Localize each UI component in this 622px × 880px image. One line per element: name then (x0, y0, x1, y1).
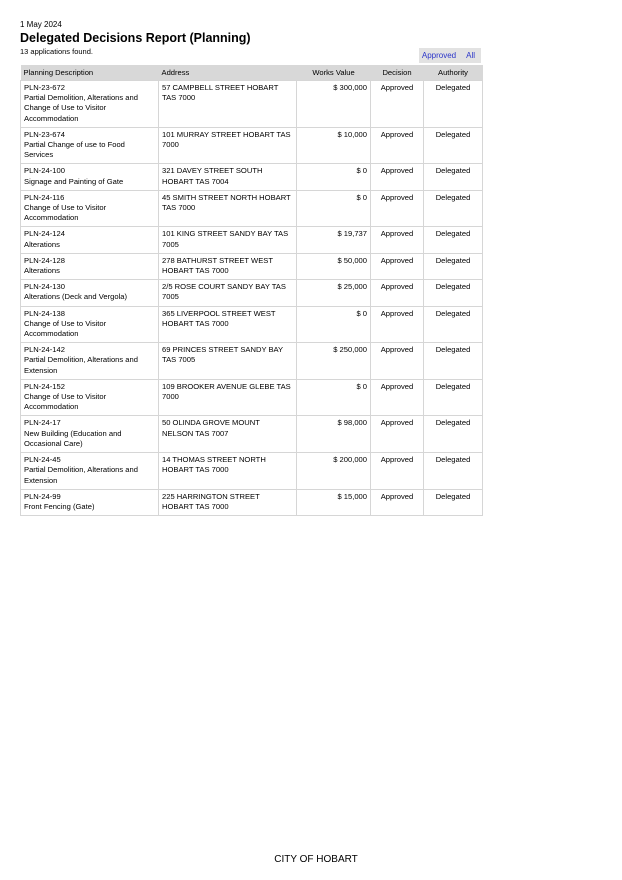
application-number: PLN-24-124 (24, 229, 65, 239)
decision-cell: Approved (371, 127, 424, 164)
application-description: Alterations (24, 266, 60, 276)
description-cell (21, 343, 159, 380)
works-value-cell: $ 0 (297, 306, 371, 343)
footer-council-name: CITY OF HOBART (274, 854, 358, 865)
decision-cell: Approved (371, 81, 424, 128)
table-row (21, 253, 483, 279)
table-row (21, 280, 483, 306)
application-description: Alterations (Deck and Vergola) (24, 292, 127, 302)
address-cell: 365 LIVERPOOL STREET WEST HOBART TAS 7000 (159, 306, 297, 343)
authority-cell: Delegated (424, 190, 483, 227)
report-date: 1 May 2024 (20, 20, 62, 29)
table-row (21, 343, 483, 380)
authority-cell: Delegated (424, 453, 483, 490)
table-header-row (21, 65, 483, 81)
description-cell (21, 280, 159, 306)
decision-cell: Approved (371, 280, 424, 306)
application-description: Partial Demolition, Alterations and Extension (24, 465, 138, 485)
description-cell (21, 416, 159, 453)
application-number: PLN-24-45 (24, 455, 61, 465)
works-value-cell: $ 300,000 (297, 81, 371, 128)
address-cell: 57 CAMPBELL STREET HOBART TAS 7000 (159, 81, 297, 128)
application-number: PLN-24-138 (24, 308, 65, 318)
table-row (21, 453, 483, 490)
application-description: Partial Demolition, Alterations and Extension (24, 355, 138, 375)
application-description: Partial Change of use to Food Services (24, 140, 125, 160)
application-description: Alterations (24, 239, 60, 249)
authority-cell: Delegated (424, 416, 483, 453)
description-cell (21, 164, 159, 190)
works-value-cell: $ 10,000 (297, 127, 371, 164)
application-number: PLN-23-672 (24, 83, 65, 92)
address-cell: 278 BATHURST STREET WEST HOBART TAS 7000 (159, 253, 297, 279)
results-count: 13 applications found. (20, 47, 93, 56)
works-value-cell: $ 25,000 (297, 280, 371, 306)
works-value-cell: $ 250,000 (297, 343, 371, 380)
authority-cell: Delegated (424, 280, 483, 306)
address-cell: 69 PRINCES STREET SANDY BAY TAS 7005 (159, 343, 297, 380)
decision-cell: Approved (371, 164, 424, 190)
application-number: PLN-24-128 (24, 255, 65, 265)
application-number: PLN-24-130 (24, 282, 65, 292)
address-cell: 225 HARRINGTON STREET HOBART TAS 7000 (159, 489, 297, 515)
description-cell (21, 81, 159, 128)
authority-cell: Delegated (424, 306, 483, 343)
address-cell: 2/5 ROSE COURT SANDY BAY TAS 7005 (159, 280, 297, 306)
decision-cell: Approved (371, 253, 424, 279)
application-number: PLN-24-17 (24, 418, 61, 428)
address-cell: 109 BROOKER AVENUE GLEBE TAS 7000 (159, 379, 297, 416)
table-row (21, 489, 483, 515)
filter-all-link[interactable]: All (466, 51, 475, 60)
works-value-cell: $ 15,000 (297, 489, 371, 515)
decision-cell: Approved (371, 416, 424, 453)
authority-cell: Delegated (424, 127, 483, 164)
description-cell (21, 489, 159, 515)
works-value-cell: $ 0 (297, 190, 371, 227)
address-cell: 14 THOMAS STREET NORTH HOBART TAS 7000 (159, 453, 297, 490)
column-header-decision: Decision (371, 65, 424, 81)
table-row (21, 190, 483, 227)
decision-cell: Approved (371, 190, 424, 227)
decision-cell: Approved (371, 227, 424, 253)
authority-cell: Delegated (424, 81, 483, 128)
filter-bar (419, 48, 481, 63)
column-header-description: Planning Description (21, 65, 159, 81)
application-description: Change of Use to Visitor Accommodation (24, 318, 107, 339)
description-cell (21, 253, 159, 279)
decision-cell: Approved (371, 489, 424, 515)
application-description: Signage and Painting of Gate (24, 176, 124, 186)
filter-approved-link[interactable]: Approved (421, 51, 457, 60)
description-cell (21, 379, 159, 416)
table-row (21, 306, 483, 343)
address-cell: 45 SMITH STREET NORTH HOBART TAS 7000 (159, 190, 297, 227)
authority-cell: Delegated (424, 227, 483, 253)
table-row (21, 416, 483, 453)
application-number: PLN-23-674 (24, 129, 65, 139)
table-row (21, 227, 483, 253)
description-cell (21, 306, 159, 343)
table-row (21, 164, 483, 190)
page-title: Delegated Decisions Report (Planning) (20, 31, 251, 45)
address-cell: 321 DAVEY STREET SOUTH HOBART TAS 7004 (159, 164, 297, 190)
address-cell: 50 OLINDA GROVE MOUNT NELSON TAS 7007 (159, 416, 297, 453)
table-row (21, 379, 483, 416)
address-cell: 101 KING STREET SANDY BAY TAS 7005 (159, 227, 297, 253)
application-number: PLN-24-116 (24, 192, 65, 202)
application-number: PLN-24-152 (24, 381, 65, 391)
decision-cell: Approved (371, 343, 424, 380)
authority-cell: Delegated (424, 379, 483, 416)
application-number: PLN-24-142 (24, 345, 65, 355)
works-value-cell: $ 50,000 (297, 253, 371, 279)
works-value-cell: $ 98,000 (297, 416, 371, 453)
description-cell (21, 227, 159, 253)
works-value-cell: $ 0 (297, 164, 371, 190)
decision-cell: Approved (371, 379, 424, 416)
column-header-works-value: Works Value (297, 65, 371, 81)
decisions-table (20, 65, 483, 516)
address-cell: 101 MURRAY STREET HOBART TAS 7000 (159, 127, 297, 164)
application-description: Change of Use to Visitor Accommodation (24, 392, 107, 412)
column-header-authority: Authority (424, 65, 483, 81)
description-cell (21, 453, 159, 490)
application-description: Partial Demolition, Alterations and Change of Use to Visitor Accommodation (24, 93, 138, 123)
application-description: Front Fencing (Gate) (24, 501, 95, 511)
authority-cell: Delegated (424, 489, 483, 515)
table-row (21, 81, 483, 128)
column-header-address: Address (159, 65, 297, 81)
application-number: PLN-24-99 (24, 491, 61, 501)
description-cell (21, 127, 159, 164)
decision-cell: Approved (371, 306, 424, 343)
application-number: PLN-24-100 (24, 166, 65, 176)
works-value-cell: $ 0 (297, 379, 371, 416)
authority-cell: Delegated (424, 343, 483, 380)
authority-cell: Delegated (424, 164, 483, 190)
authority-cell: Delegated (424, 253, 483, 279)
decision-cell: Approved (371, 453, 424, 490)
works-value-cell: $ 19,737 (297, 227, 371, 253)
application-description: Change of Use to Visitor Accommodation (24, 203, 107, 223)
application-description: New Building (Education and Occasional Care) (24, 428, 122, 448)
works-value-cell: $ 200,000 (297, 453, 371, 490)
table-row (21, 127, 483, 164)
description-cell (21, 190, 159, 227)
